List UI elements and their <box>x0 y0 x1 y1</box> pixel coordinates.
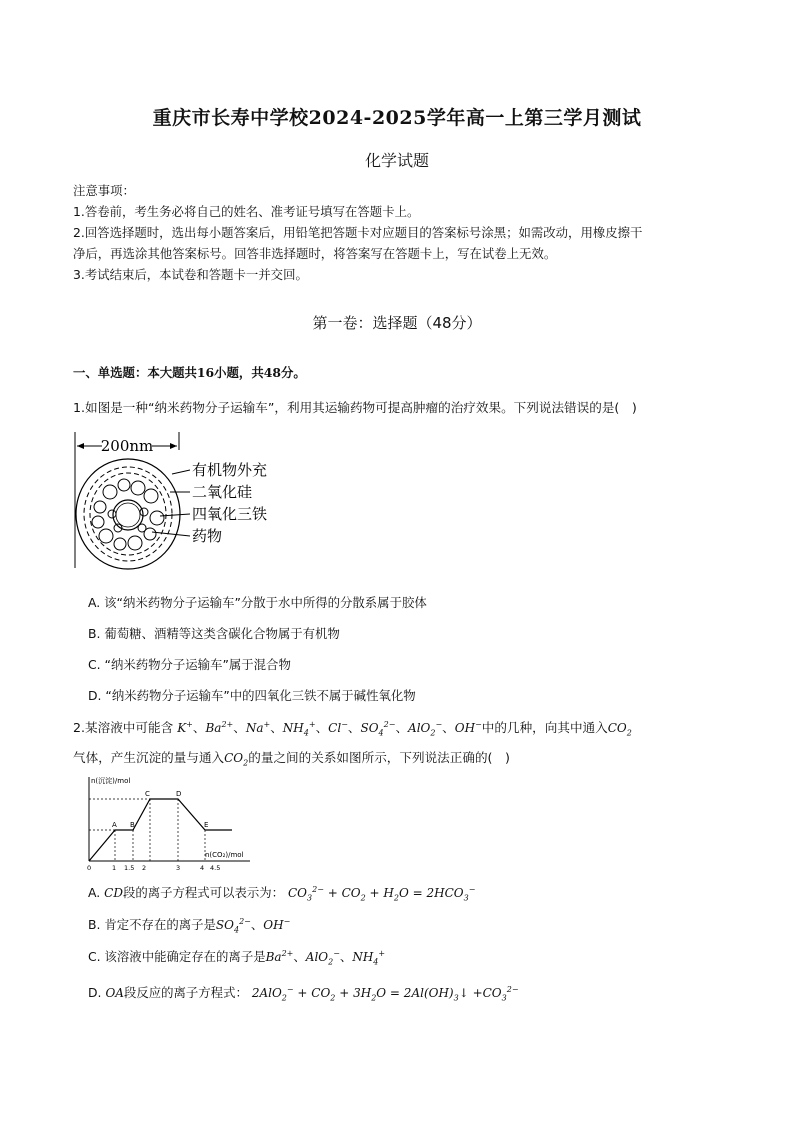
q2-stem-part: 中的几种，向其中通入 <box>481 720 608 735</box>
q2-option-d[interactable]: D. OA段反应的离子方程式： $2AlO_2^- + CO_2 + 3H_2O$ = $2Al(OH)_3↓ +CO_3^{2-}$ <box>88 985 519 1003</box>
question-2-stem-line2: 气体，产生沉淀的量与通入$CO_2$的量之间的关系如图所示，下列说法正确的( ) <box>73 750 510 768</box>
section-title: 第一卷：选择题（48分） <box>312 314 482 332</box>
graph-point-label: B <box>130 821 135 829</box>
graph-xtick: 1.5 <box>124 864 135 872</box>
q1-option-a[interactable]: A. 该“纳米药物分子运输车”分散于水中所得的分散系属于胶体 <box>88 595 427 610</box>
graph-point-label: A <box>112 821 117 829</box>
question-2-stem-line1: 2.某溶液中可能含 K+、$Ba^{2+}$、Na+、$NH_4^+$、Cl−、$SO_4^{2-}$、AlO$_2$−、OH−中的几种，向其中通入$CO_2$ <box>73 720 632 738</box>
graph-xtick: 4.5 <box>210 864 221 872</box>
notice-item: 净后，再选涂其他答案标号。回答非选择题时，将答案写在答题卡上，写在试卷上无效。 <box>73 246 557 261</box>
graph-xlabel: n(CO₂)/mol <box>205 851 244 859</box>
question-1-stem: 1.如图是一种“纳米药物分子运输车”，利用其运输药物可提高肿瘤的治疗效果。下列说法错误的是( ) <box>73 400 637 415</box>
q1-option-c[interactable]: C. “纳米药物分子运输车”属于混合物 <box>88 657 291 672</box>
q2-stem-part: 气体，产生沉淀的量与通入 <box>73 750 225 765</box>
diagram-width-label: 200nm <box>100 437 154 455</box>
graph-xtick: 3 <box>176 864 181 872</box>
graph-point-label: C <box>145 790 150 798</box>
graph-ylabel: n(沉淀)/mol <box>91 777 131 785</box>
diagram-label: 四氧化三铁 <box>192 505 268 523</box>
diagram-label: 二氧化硅 <box>192 483 253 501</box>
notice-item: 1.答卷前，考生务必将自己的姓名、准考证号填写在答题卡上。 <box>73 204 420 219</box>
diagram-label: 有机物外充 <box>192 461 268 479</box>
notice-heading: 注意事项： <box>73 183 135 198</box>
q1-option-d[interactable]: D. “纳米药物分子运输车”中的四氧化三铁不属于碱性氧化物 <box>88 688 416 703</box>
q2-stem-part: 的量之间的关系如图所示，下列说法正确的( ) <box>248 750 510 765</box>
q2-stem-part: 2.某溶液中可能含 <box>73 720 174 735</box>
graph-point-label: E <box>204 821 209 829</box>
page-title: 重庆市长寿中学校2024-2025学年高一上第三学月测试 <box>152 107 642 129</box>
graph-xtick: 4 <box>200 864 205 872</box>
page-subtitle: 化学试题 <box>364 151 429 170</box>
q1-option-b[interactable]: B. 葡萄糖、酒精等这类含碳化合物属于有机物 <box>88 626 340 641</box>
graph-xtick: 1 <box>112 864 117 872</box>
q2-option-c[interactable]: C. 该溶液中能确定存在的离子是$Ba^{2+}$、AlO$_2$−、$NH_4^+$ <box>88 949 386 967</box>
part-heading: 一、单选题：本大题共16小题，共48分。 <box>73 365 306 380</box>
notice-item: 2.回答选择题时，选出每小题答案后，用铅笔把答题卡对应题目的答案标号涂黑；如需改动，用橡皮擦干 <box>73 225 643 240</box>
notice-item: 3.考试结束后，本试卷和答题卡一并交回。 <box>73 267 308 282</box>
q2-option-a[interactable]: A. CD段的离子方程式可以表示为： $CO_3^{2-} + CO_2 + H_2O = 2HCO_3^-$ <box>88 885 476 903</box>
graph-xtick: 0 <box>87 864 92 872</box>
graph-point-label: D <box>176 790 182 798</box>
precipitate-graph <box>80 773 255 873</box>
nanocarrier-diagram <box>72 430 282 570</box>
graph-xtick: 2 <box>142 864 147 872</box>
q2-option-b[interactable]: B. 肯定不存在的离子是$SO_4^{2-}$、OH− <box>88 917 291 935</box>
notice-block <box>73 180 733 285</box>
diagram-label: 药物 <box>192 527 223 545</box>
